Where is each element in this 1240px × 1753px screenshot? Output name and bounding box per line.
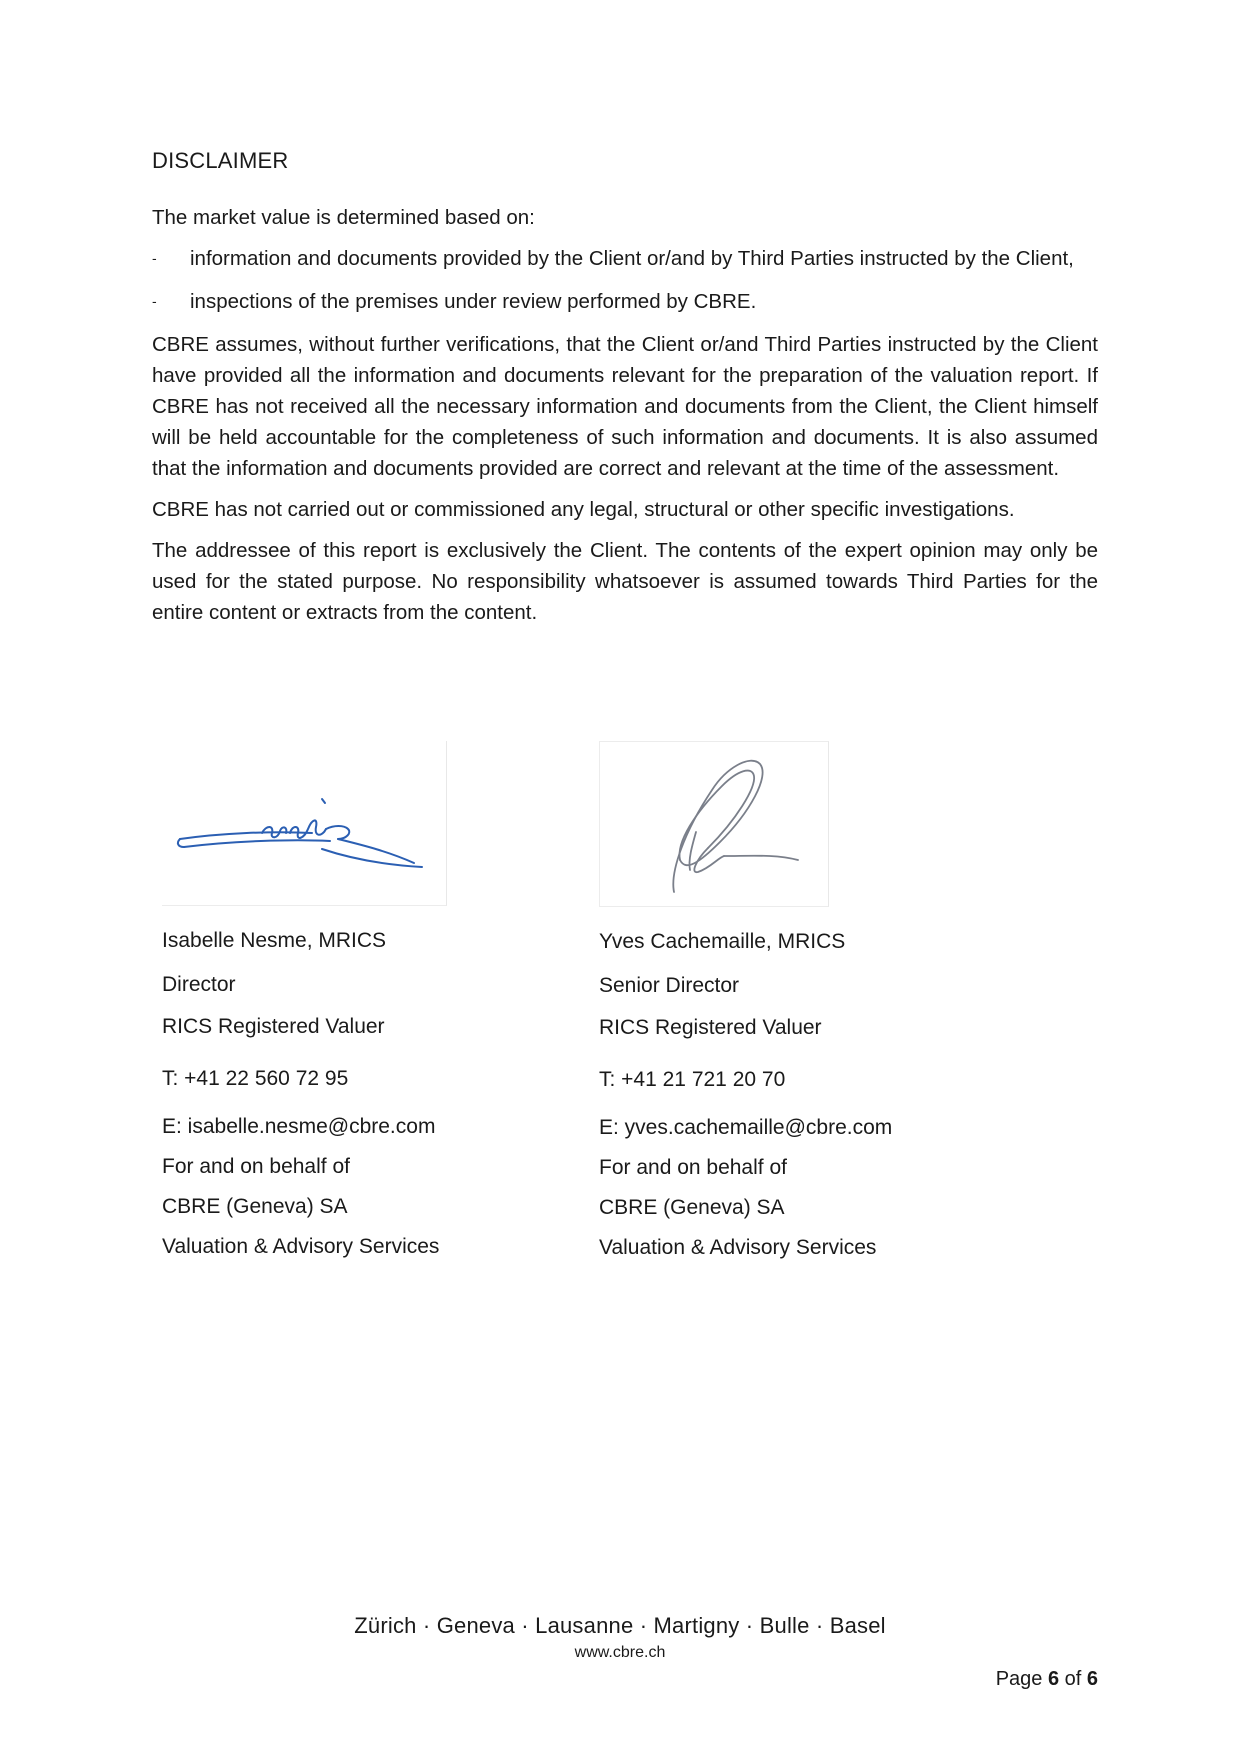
footer-locations: Zürich · Geneva · Lausanne · Martigny · Bulle · Basel [354,1613,886,1638]
signatory-email: E: isabelle.nesme@cbre.com [162,1115,436,1138]
page-total: 6 [1086,1668,1098,1690]
disclaimer-section [152,148,1098,638]
page-number [996,1668,1098,1691]
signatory-name: Isabelle Nesme, MRICS [162,929,387,952]
signatory-block [162,741,522,1260]
signatory-title: Senior Director [599,974,740,997]
signatory-department: Valuation & Advisory Services [599,1236,877,1259]
signatory-name: Yves Cachemaille, MRICS [599,930,846,953]
page-current: 6 [1047,1668,1060,1690]
signatory-phone: T: +41 22 560 72 95 [162,1067,349,1090]
disclaimer-paragraph: The addressee of this report is exclusively the Client. The contents of the expert opinion may only be used for the stated purpose. No responsibility whatsoever is assumed towards Third Parties for the entire content or extracts from the content. [152,539,1098,624]
signatory-details [599,929,959,1261]
bullet-marker: - [152,250,157,266]
footer-website-link[interactable]: www.cbre.ch [574,1644,666,1661]
disclaimer-paragraph: CBRE has not carried out or commissioned any legal, structural or other specific investigations. [152,498,1015,521]
page-of: of [1059,1668,1087,1690]
disclaimer-bullet-list [152,243,1098,317]
signatory-title: Director [162,973,236,996]
signatory-email: E: yves.cachemaille@cbre.com [599,1116,893,1139]
signature-image [162,741,447,906]
disclaimer-intro: The market value is determined based on: [152,206,535,229]
signatory-behalf: For and on behalf of [162,1155,350,1178]
signatory-details [162,928,522,1260]
signatory-company: CBRE (Geneva) SA [162,1195,348,1218]
bullet-marker: - [152,293,157,309]
page-prefix: Page [995,1668,1048,1690]
signatory-behalf: For and on behalf of [599,1156,787,1179]
signatory-department: Valuation & Advisory Services [162,1235,440,1258]
signatory-company: CBRE (Geneva) SA [599,1196,785,1219]
list-item [152,243,1098,274]
signature-image [599,741,829,907]
signatory-block [599,741,959,1261]
handwritten-signature [600,742,828,906]
signatory-phone: T: +41 21 721 20 70 [599,1068,786,1091]
disclaimer-heading: DISCLAIMER [152,148,289,173]
disclaimer-paragraph: CBRE assumes, without further verifications, that the Client or/and Third Parties instructed by the Client have provided all the information and documents relevant for the preparation of the valuation report. If CBRE has not received all the necessary information and documents from the Client, the Client himself will be held accountable for the completeness of such information and documents. It is also assumed that the information and documents provided are correct and relevant at the time of the assessment. [152,333,1098,480]
signatory-accreditation: RICS Registered Valuer [162,1015,385,1038]
signatory-accreditation: RICS Registered Valuer [599,1016,822,1039]
bullet-text: information and documents provided by the Client or/and by Third Parties instructed by the Client, [190,247,1074,270]
handwritten-signature [162,741,446,905]
list-item [152,286,1098,317]
bullet-text: inspections of the premises under review performed by CBRE. [190,290,757,313]
